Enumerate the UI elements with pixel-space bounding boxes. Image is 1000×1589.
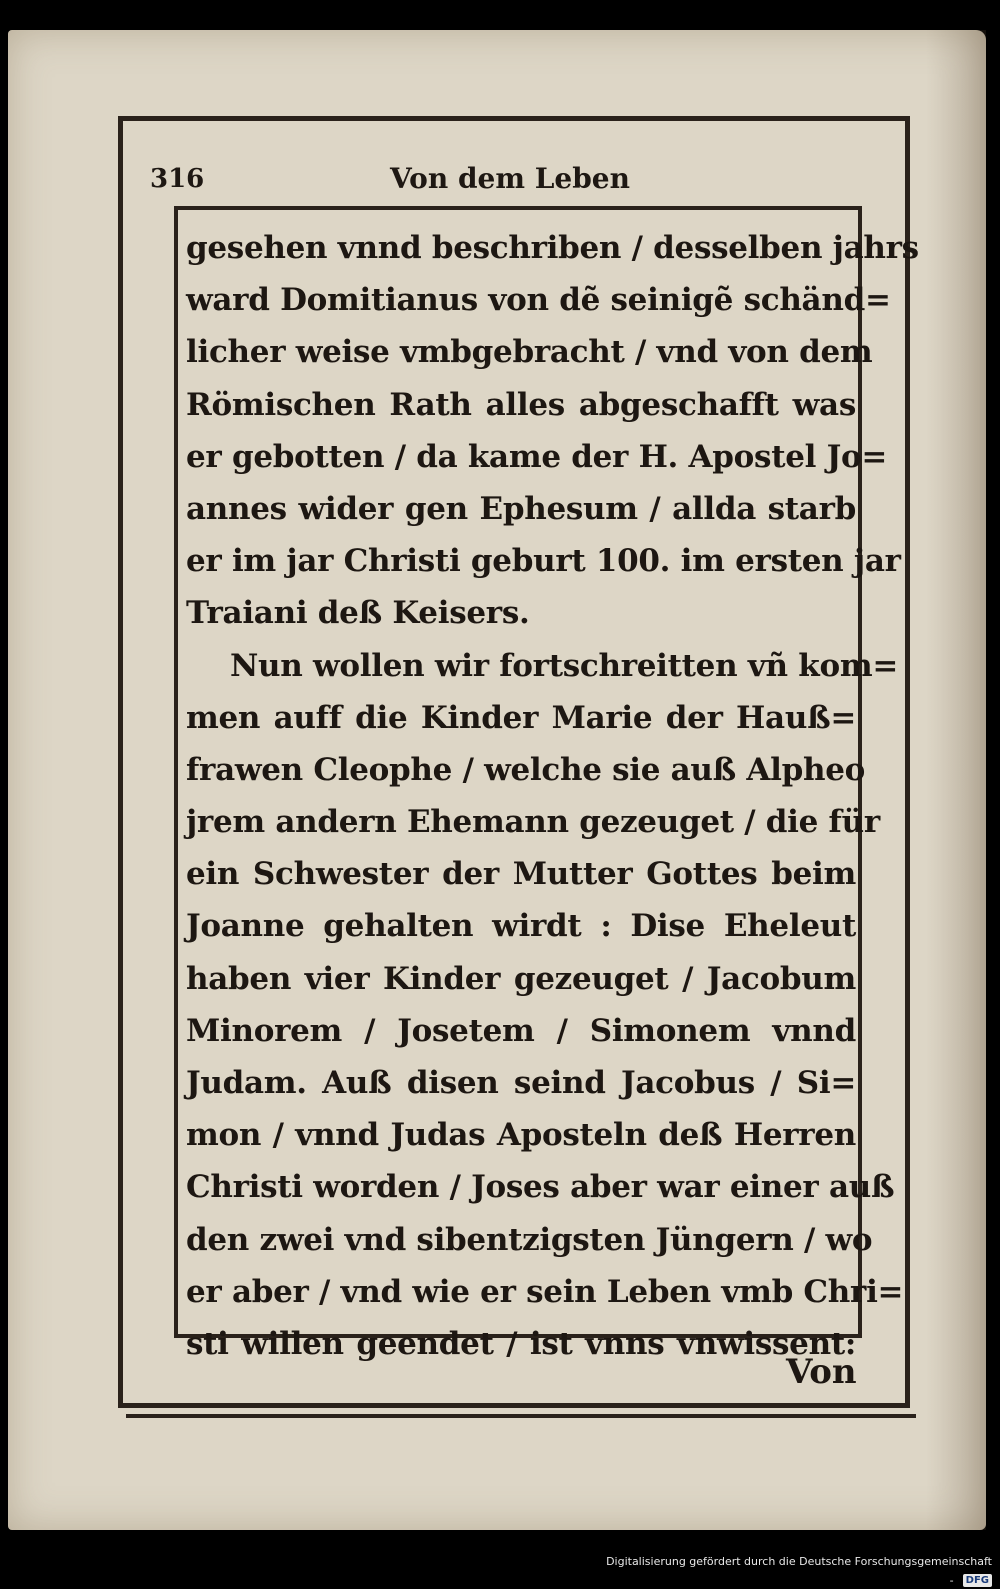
running-title: Von dem Leben (390, 162, 630, 195)
text-line: annes wider gen Ephesum / allda starb (186, 490, 856, 527)
text-line: frawen Cleophe / welche sie auß Alpheo (186, 751, 866, 788)
digitization-credit (600, 1551, 992, 1587)
page-header (140, 160, 880, 204)
text-line: Judam. Auß disen seind Jacobus / Si= (186, 1065, 856, 1101)
body-text (186, 222, 919, 1370)
text-line: mon / vnnd Judas Aposteln deß Herren (186, 1117, 856, 1154)
text-line: Traiani deß Keisers. (186, 595, 530, 632)
text-line: sti willen geendet / ist vnns vnwissent: (186, 1325, 856, 1362)
catchword: Von (786, 1352, 857, 1392)
text-line: er aber / vnd wie er sein Leben vmb Chri= (186, 1273, 904, 1310)
dfg-logo: DFG (963, 1574, 992, 1587)
bottom-rule (126, 1414, 916, 1418)
text-line: Joanne gehalten wirdt : Dise Eheleut (186, 908, 856, 945)
text-line: Minorem / Josetem / Simonem vnnd (186, 1012, 856, 1049)
text-line: er im jar Christi geburt 100. im ersten jar (186, 543, 901, 580)
paragraph-start-line: Nun wollen wir fortschreitten vñ kom= (230, 647, 898, 684)
credit-text: Digitalisierung gefördert durch die Deutsche Forschungsgemeinschaft - (606, 1555, 992, 1587)
text-line: er gebotten / da kame der H. Apostel Jo= (186, 438, 888, 475)
text-line: jrem andern Ehemann gezeuget / die für (186, 804, 880, 841)
text-line: Römischen Rath alles abgeschafft was (186, 386, 856, 423)
text-line: men auff die Kinder Marie der Hauß= (186, 699, 856, 736)
text-line: haben vier Kinder gezeuget / Jacobum (186, 960, 856, 997)
text-line: gesehen vnnd beschriben / desselben jahrs (186, 230, 919, 266)
text-line: Christi worden / Joses aber war einer auß (186, 1169, 895, 1206)
text-line: ein Schwester der Mutter Gottes beim (186, 856, 856, 893)
page-number: 316 (150, 164, 205, 194)
page-spine-shadow (926, 30, 986, 1530)
text-line: ward Domitianus von dẽ seinigẽ schänd= (186, 282, 891, 319)
text-line: den zwei vnd sibentzigsten Jüngern / wo (186, 1221, 873, 1258)
text-line: licher weise vmbgebracht / vnd von dem (186, 334, 873, 371)
